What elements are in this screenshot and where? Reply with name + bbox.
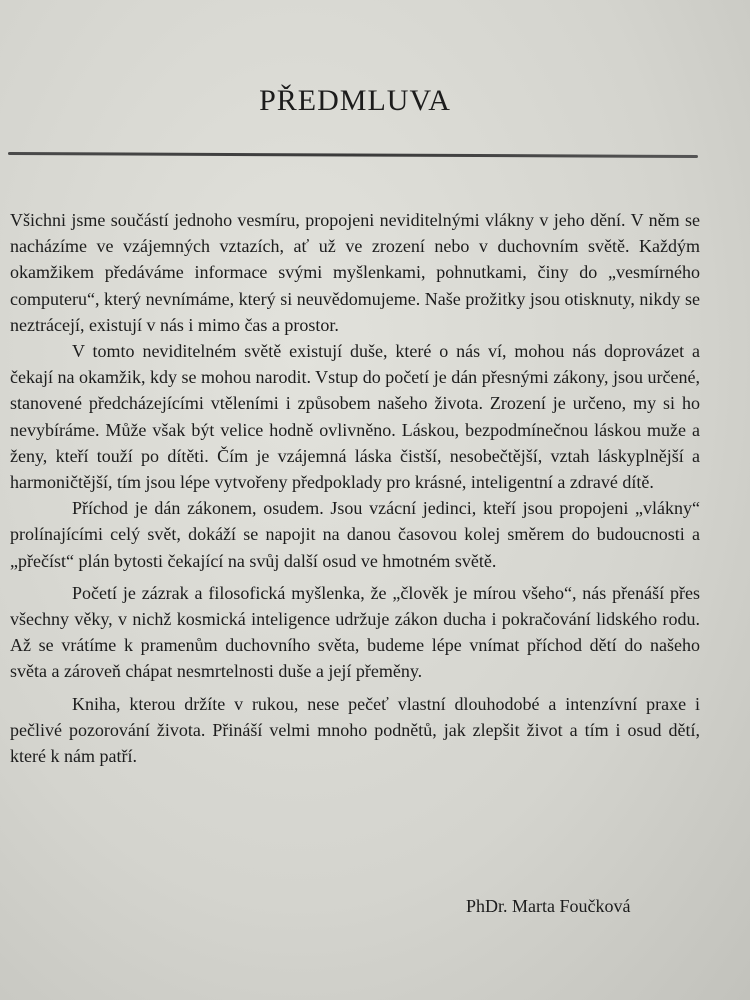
paragraph-3: Příchod je dán zákonem, osudem. Jsou vzácní jedinci, kteří jsou propojeni „vlákny“ prolínajícími celý svět, dokáží se napojit na danou časovou kolej směrem do budoucnosti a „přečíst“ plán bytosti čekající na svůj další osud ve hmotném světě.: [10, 498, 700, 571]
paragraph-1: Všichni jsme součástí jednoho vesmíru, propojeni neviditelnými vlákny v jeho dění. V něm se nacházíme ve vzájemných vztazích, ať už ve zrození nebo v duchovním světě. Každým okamžikem předáváme informace svými myšlenkami, pohnutkami, činy do „vesmírného computeru“, který nevnímáme, který si neuvědomujeme. Naše prožitky jsou otisknuty, nikdy se neztrácejí, existují v nás i mimo čas a prostor.: [10, 210, 700, 335]
paragraph-4: Početí je zázrak a filosofická myšlenka, že „člověk je mírou všeho“, nás přenáší přes všechny věky, v nichž kosmická inteligence udržuje zákon ducha i pokračování lidského rodu. Až se vrátíme k pramenům duchovního světa, budeme lépe vnímat příchod dětí do našeho světa a zároveň chápat nesmrtelnosti duše a její přeměny.: [10, 582, 700, 682]
foreword-text: [10, 207, 700, 769]
paragraph-5: Kniha, kterou držíte v rukou, nese pečeť vlastní dlouhodobé a intenzívní praxe i pečlivé pozorování života. Přináší velmi mnoho podnětů, jak zlepšit život a tím i osud dětí, které k nám patří.: [10, 693, 700, 767]
page-title: PŘEDMLUVA: [259, 84, 451, 117]
title-divider: [8, 152, 698, 158]
paragraph-2: V tomto neviditelném světě existují duše, které o nás ví, mohou nás doprovázet a čekají na okamžik, kdy se mohou narodit. Vstup do početí je dán přesnými zákony, jsou určené, stanovené předcházejícími vtěleními i způsobem našeho života. Zrození je určeno, my si ho nevybíráme. Může však být velice hodně ovlivněno. Láskou, bezpodmínečnou láskou muže a ženy, kteří touží po dítěti. Čím je vzájemná láska čistší, nesobečtější, vztah láskyplnější a harmoničtější, tím jsou lépe vytvořeny předpoklady pro krásné, inteligentní a zdravé dítě.: [10, 341, 700, 493]
author-signature: PhDr. Marta Foučková: [466, 896, 631, 916]
